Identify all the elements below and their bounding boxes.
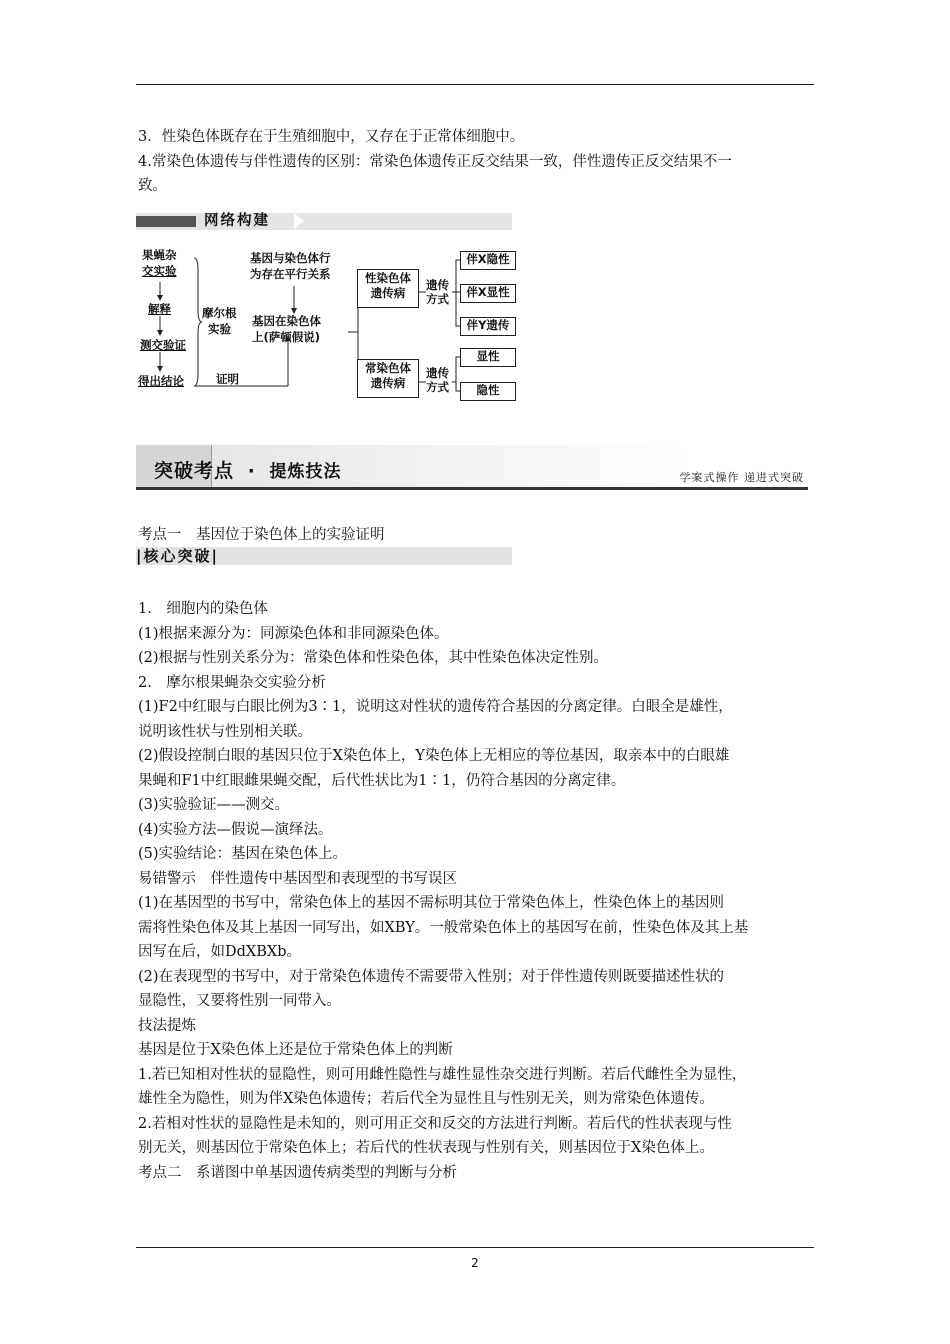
body-line: 技法提炼 xyxy=(138,1017,196,1034)
banner-subtitle: 提炼技法 xyxy=(269,462,342,482)
map-sex-chrom-line1: 性染色体 xyxy=(365,271,411,285)
banner-title xyxy=(154,456,341,483)
core-breakthrough-title: |核心突破| xyxy=(136,547,219,565)
map-conclusion: 得出结论 xyxy=(138,374,184,388)
intro-paragraph-4-line-1: 4.常染色体遗传与伴性遗传的区别：常染色体遗传正反交结果一致，伴性遗传正反交结果不一 xyxy=(138,153,732,170)
map-fruitfly-line1: 果蝇杂 xyxy=(142,248,177,262)
body-line: (2)根据与性别关系分为：常染色体和性染色体，其中性染色体决定性别。 xyxy=(138,650,609,666)
body-line: 说明该性状与性别相关联。 xyxy=(138,723,312,740)
map-x-recessive-box: 伴X隐性 xyxy=(460,251,516,270)
map-mode-bottom-line2: 方式 xyxy=(426,380,449,394)
network-section-bar xyxy=(136,213,512,230)
body-line: 2. 摩尔根果蝇杂交实验分析 xyxy=(138,674,326,691)
map-on-chromosome-line2: 上(萨顿假说) xyxy=(252,330,321,344)
intro-text xyxy=(138,125,818,199)
header-rule xyxy=(136,84,814,85)
map-testcross: 测交验证 xyxy=(140,338,186,352)
map-mode-bottom-line1: 遗传 xyxy=(426,366,449,380)
body-line: (5)实验结论：基因在染色体上。 xyxy=(138,846,348,862)
body-line: 1. 细胞内的染色体 xyxy=(138,601,268,617)
section-bar-arrow xyxy=(294,213,304,229)
concept-map xyxy=(136,240,521,402)
map-mode-top-line2: 方式 xyxy=(426,292,449,306)
kaodian-one-text: 考点一 基因位于染色体上的实验证明 xyxy=(138,527,385,543)
banner-title-main: 突破考点 xyxy=(154,460,235,482)
body-line: (2)假设控制白眼的基因只位于X染色体上，Y染色体上无相应的等位基因，取亲本中的白眼雄 xyxy=(138,748,730,764)
body-line: (2)在表现型的书写中，对于常染色体遗传不需要带入性别；对于伴性遗传则既要描述性状的 xyxy=(138,968,725,985)
body-line: 雄性全为隐性，则为伴X染色体遗传；若后代全为显性且与性别无关，则为常染色体遗传。 xyxy=(138,1091,714,1107)
page-number: 2 xyxy=(471,1256,479,1270)
map-morgan-line1: 摩尔根 xyxy=(202,306,237,320)
section-bar-accent xyxy=(136,216,196,227)
intro-paragraph-4-line-2: 致。 xyxy=(138,178,167,194)
kaodian-one-heading xyxy=(138,523,818,548)
body-line: 易错警示 伴性遗传中基因型和表现型的书写误区 xyxy=(138,870,457,887)
breakthrough-banner xyxy=(136,445,808,491)
body-line: 基因是位于X染色体上还是位于常染色体上的判断 xyxy=(138,1042,453,1058)
main-body xyxy=(138,597,818,1185)
map-auto-chrom-box xyxy=(357,359,419,398)
map-proof: 证明 xyxy=(216,372,239,386)
body-line: 别无关，则基因位于常染色体上；若后代的性状表现与性别有关，则基因位于X染色体上。 xyxy=(138,1140,714,1156)
network-section-title: 网络构建 xyxy=(204,213,270,229)
map-sex-chrom-box xyxy=(357,269,419,308)
map-y-linked-box: 伴Y遗传 xyxy=(460,317,516,336)
body-line: 因写在后，如DdXBXb。 xyxy=(138,944,301,960)
footer-rule xyxy=(136,1247,814,1248)
core-breakthrough-label: 核心突破 xyxy=(143,547,212,565)
map-auto-chrom-line2: 遗传病 xyxy=(370,376,406,390)
body-line: 考点二 系谱图中单基因遗传病类型的判断与分析 xyxy=(138,1164,457,1181)
map-on-chromosome-line1: 基因在染色体 xyxy=(252,314,321,328)
body-line: (1)在基因型的书写中，常染色体上的基因不需标明其位于常染色体上，性染色体上的基因则 xyxy=(138,895,725,911)
body-line: 需将性染色体及其上基因一同写出，如XBY。一般常染色体上的基因写在前，性染色体及其上基 xyxy=(138,919,749,936)
body-line: 1.若已知相对性状的显隐性，则可用雌性隐性与雄性显性杂交进行判断。若后代雌性全为显性， xyxy=(138,1066,747,1083)
core-breakthrough-bar xyxy=(136,547,512,565)
map-dominant-box: 显性 xyxy=(460,348,516,367)
map-recessive-box: 隐性 xyxy=(460,382,516,401)
body-line: (1)根据来源分为：同源染色体和非同源染色体。 xyxy=(138,625,449,642)
banner-title-dot: · xyxy=(247,460,256,482)
body-line: 2.若相对性状的显隐性是未知的，则可用正交和反交的方法进行判断。若后代的性状表现与性 xyxy=(138,1115,732,1132)
map-fruitfly-line2: 交实验 xyxy=(142,264,177,278)
banner-underline xyxy=(136,487,808,490)
body-line: (4)实验方法—假说—演绎法。 xyxy=(138,821,333,838)
map-parallel-line1: 基因与染色体行 xyxy=(250,251,331,265)
map-sex-chrom-line2: 遗传病 xyxy=(370,286,406,300)
map-morgan-line2: 实验 xyxy=(208,322,231,336)
intro-paragraph-3: 3．性染色体既存在于生殖细胞中，又存在于正常体细胞中。 xyxy=(138,129,525,145)
body-line: (1)F2中红眼与白眼比例为3∶1，说明这对性状的遗传符合基因的分离定律。白眼全是雄性， xyxy=(138,699,733,715)
map-auto-chrom-line1: 常染色体 xyxy=(365,361,411,375)
map-parallel-line2: 为存在平行关系 xyxy=(250,267,331,281)
map-mode-top-line1: 遗传 xyxy=(426,278,449,292)
body-line: (3)实验验证——测交。 xyxy=(138,797,290,813)
banner-right-text: 学案式操作 递进式突破 xyxy=(679,471,804,484)
map-explain: 解释 xyxy=(148,302,171,316)
body-line: 果蝇和F1中红眼雌果蝇交配，后代性状比为1∶1，仍符合基因的分离定律。 xyxy=(138,772,626,789)
map-x-dominant-box: 伴X显性 xyxy=(460,284,516,303)
body-line: 显隐性，又要将性别一同带入。 xyxy=(138,993,341,1009)
